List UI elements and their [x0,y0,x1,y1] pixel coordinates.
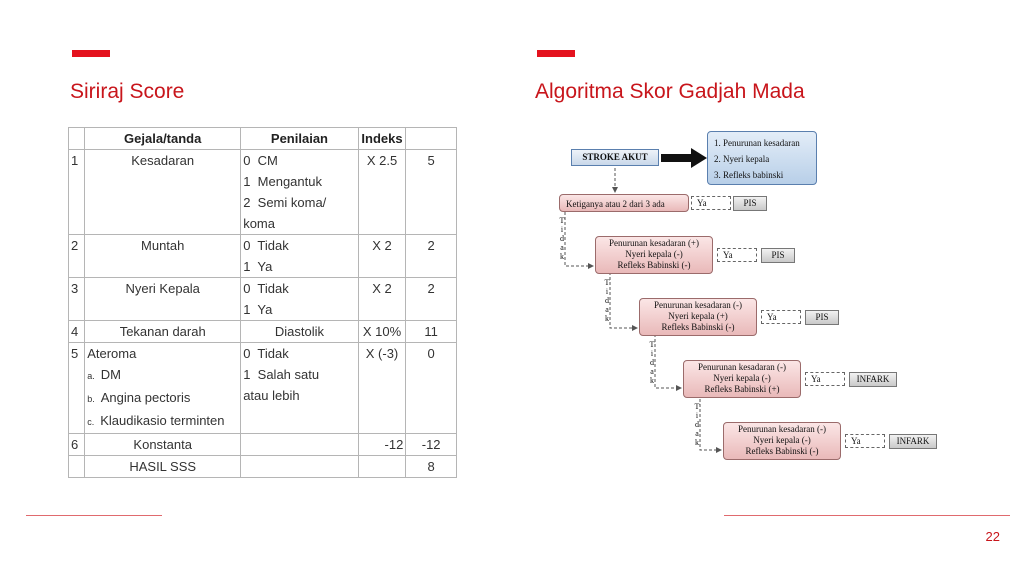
sub-item-text: DM [100,367,121,382]
header-no [69,128,85,150]
nilai-cell: -12 [406,434,457,456]
header-indeks: Indeks [358,128,406,150]
gejala-cell [85,456,241,478]
condition-box [723,422,841,460]
table-row [69,456,457,478]
penilaian-text: 1 Ya [243,259,273,274]
penilaian-text: 0 CM [243,153,278,168]
row-number: 5 [69,343,85,434]
tidak-label [693,402,701,447]
nilai-cell: 11 [406,321,457,343]
indeks-cell: X 2 [358,278,406,321]
tidak-letter: d [695,420,699,429]
penilaian-text: 1 Mengantuk [243,174,322,189]
penilaian-text: atau lebih [243,388,300,403]
condition-line: Nyeri kepala (+) [668,311,728,321]
table-row [69,235,457,278]
siriraj-score-table [68,127,457,478]
table-row [69,321,457,343]
tidak-letter: T [694,402,700,411]
header-penilaian: Penilaian [241,128,359,150]
penilaian-text: 1 Ya [243,302,273,317]
stroke-akut-box: STROKE AKUT [571,149,659,166]
tidak-label [603,278,611,323]
gejala-cell [85,150,241,235]
condition-line: Nyeri kepala (-) [713,373,771,383]
indeks-cell: X 2 [358,235,406,278]
table-row [69,278,457,321]
condition-box [639,298,757,336]
sub-item-mark: b. [87,394,95,404]
nilai-cell: 2 [406,278,457,321]
criteria-1: 1. Penurunan kesadaran [714,138,800,148]
indeks-cell: X 10% [358,321,406,343]
table-header-row [69,128,457,150]
tidak-label [648,340,656,385]
indeks-cell: X (-3) [358,343,406,434]
ya-arrow: Ya [845,434,885,448]
gadjah-mada-flowchart [555,128,965,478]
indeks-cell: X 2.5 [358,150,406,235]
tidak-letter: k [695,438,699,447]
gejala-cell [85,278,241,321]
penilaian-text: 1 Salah satu [243,367,320,382]
tidak-letter: k [605,314,609,323]
row-number: 2 [69,235,85,278]
ya-arrow: Ya [761,310,801,324]
criteria-2: 2. Nyeri kepala [714,154,770,164]
gejala-cell [85,434,241,456]
tidak-letter: d [605,296,609,305]
left-accent-bar [72,50,110,57]
tidak-letter: a [560,243,564,252]
sub-item-text: Klaudikasio terminten [100,413,225,428]
criteria-3: 3. Refleks babinski [714,170,784,180]
header-gejala: Gejala/tanda [85,128,241,150]
row-number [69,456,85,478]
condition-line: Refleks Babinski (+) [704,384,780,394]
penilaian-cell [241,321,359,343]
sub-item-mark: c. [87,417,95,427]
condition-box [683,360,801,398]
sub-item [87,364,238,387]
tidak-letter: k [560,252,564,261]
condition-line: Refleks Babinski (-) [745,446,819,456]
nilai-cell: 8 [406,456,457,478]
penilaian-cell [241,235,359,278]
penilaian-text: 0 Tidak [243,238,289,253]
gejala-cell [85,343,241,434]
tidak-label [558,216,566,261]
first-outcome: PIS [733,196,767,211]
ya-arrow: Ya [717,248,757,262]
penilaian-text: 0 Tidak [243,281,289,296]
siriraj-title: Siriraj Score [70,80,185,103]
sub-item [87,387,238,410]
gejala-text: Ateroma [87,346,137,361]
tidak-letter: i [695,411,699,420]
tidak-letter: i [605,287,609,296]
footer-line-left [26,515,162,516]
outcome-box: INFARK [889,434,937,449]
tidak-letter: i [650,349,654,358]
penilaian-cell [241,343,359,434]
first-ya-arrow: Ya [691,196,731,210]
gejala-text: Muntah [141,238,185,253]
gejala-text: Kesadaran [131,153,195,168]
condition-line: Penurunan kesadaran (-) [738,424,826,434]
penilaian-text: Diastolik [274,324,325,339]
gejala-text: HASIL SSS [129,459,197,474]
tidak-letter: k [650,376,654,385]
tidak-letter: d [560,234,564,243]
condition-line: Nyeri kepala (-) [625,249,683,259]
nilai-cell: 2 [406,235,457,278]
gejala-text: Nyeri Kepala [125,281,200,296]
penilaian-cell [241,434,359,456]
penilaian-text: 0 Tidak [243,346,289,361]
ya-arrow: Ya [805,372,845,386]
table-row [69,150,457,235]
gejala-text: Konstanta [133,437,192,452]
outcome-box: PIS [761,248,795,263]
tidak-letter: d [650,358,654,367]
row-number: 3 [69,278,85,321]
penilaian-text: 2 Semi koma/ [243,195,327,210]
condition-line: Penurunan kesadaran (-) [698,362,786,372]
condition-line: Refleks Babinski (-) [617,260,691,270]
table-row [69,343,457,434]
gejala-text: Tekanan darah [119,324,206,339]
right-accent-bar [537,50,575,57]
condition-line: Penurunan kesadaran (-) [654,300,742,310]
gejala-cell [85,235,241,278]
sub-item-text: Angina pectoris [100,390,191,405]
condition-line: Nyeri kepala (-) [753,435,811,445]
tidak-letter: a [605,305,609,314]
condition-line: Refleks Babinski (-) [661,322,735,332]
tidak-letter: a [650,367,654,376]
criteria-box [707,131,817,185]
footer-line-right [724,515,1010,516]
row-number: 6 [69,434,85,456]
tidak-letter: i [560,225,564,234]
tidak-letter: T [559,216,565,225]
sub-item-mark: a. [87,371,95,381]
penilaian-cell [241,278,359,321]
row-number: 1 [69,150,85,235]
indeks-cell: -12 [358,434,406,456]
gadjah-mada-title: Algoritma Skor Gadjah Mada [535,80,805,103]
page-number: 22 [985,529,1000,544]
nilai-cell: 5 [406,150,457,235]
tidak-letter: T [604,278,610,287]
first-condition-box: Ketiganya atau 2 dari 3 ada [559,194,689,212]
condition-line: Penurunan kesadaran (+) [608,238,700,248]
penilaian-cell [241,150,359,235]
tidak-letter: a [695,429,699,438]
penilaian-cell [241,456,359,478]
sub-item [87,410,238,433]
penilaian-text: koma [243,216,275,231]
table-row [69,434,457,456]
outcome-box: INFARK [849,372,897,387]
big-arrow [661,148,707,168]
nilai-cell: 0 [406,343,457,434]
indeks-cell [358,456,406,478]
outcome-box: PIS [805,310,839,325]
gejala-cell [85,321,241,343]
condition-box [595,236,713,274]
tidak-letter: T [649,340,655,349]
row-number: 4 [69,321,85,343]
header-nilai [406,128,457,150]
